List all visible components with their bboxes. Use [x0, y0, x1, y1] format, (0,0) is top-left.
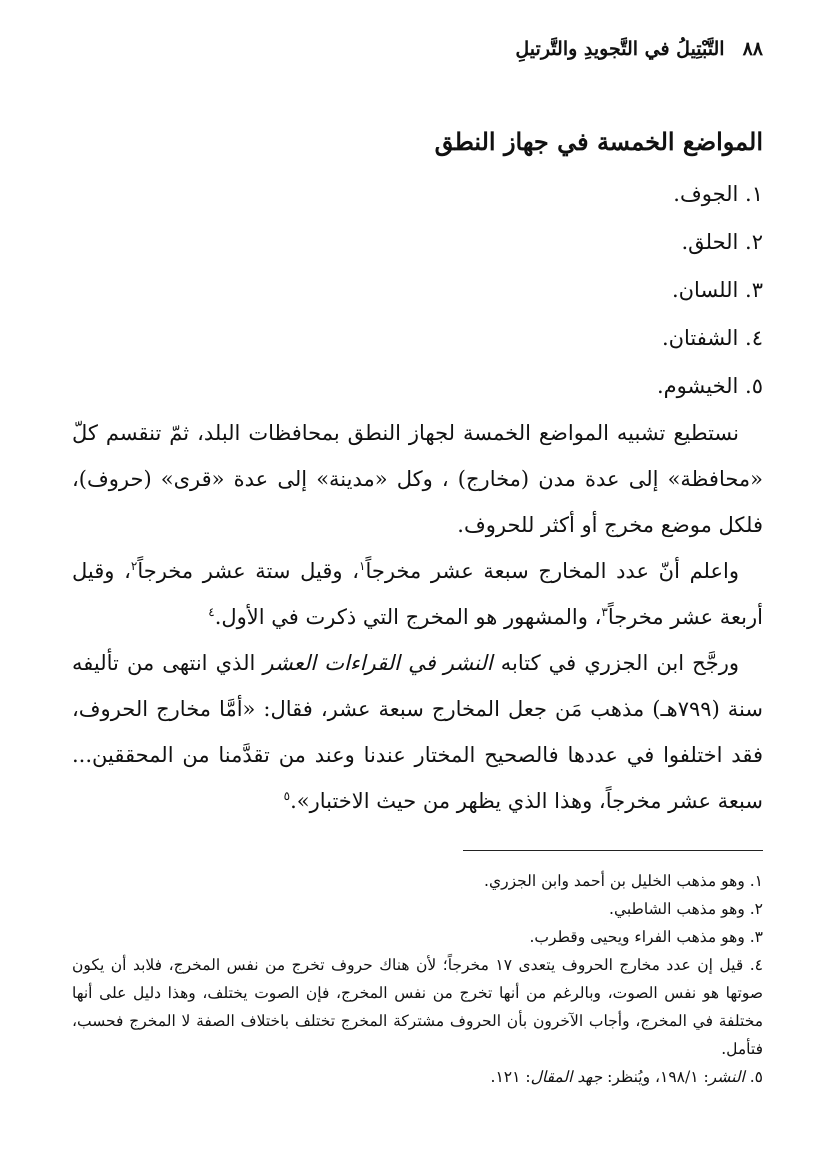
footnote-text: : ١٢١.	[490, 1068, 531, 1086]
footnote-ref: ٥	[283, 789, 291, 803]
paragraph-text: ، والمشهور هو المخرج التي ذكرت في الأول.	[214, 605, 602, 629]
footnote: ٤. قيل إن عدد مخارج الحروف يتعدى ١٧ مخرجاً؛ لأن هناك حروف تخرج من نفس المخرج، فلابد أن يكون صوتها هو نفس الصوت، وبالرغم من أنها تخرج من نفس المخرج، فإن الصوت يختلف، وهذا دليل على أنها مختلفة في المخرج، وأجاب الآخرون بأن الحروف مشتركة المخرج تختلف باختلاف الصفة لا المخرج فحسب، فتأمل.	[72, 956, 763, 1058]
paragraph-text: ورجَّح ابن الجزري في كتابه	[492, 651, 739, 675]
footnote: ٢. وهو مذهب الشاطبي.	[609, 900, 763, 918]
footnote	[72, 1063, 763, 1091]
paragraph-ibn-jazari	[72, 640, 763, 824]
paragraph-text: واعلم أنّ عدد المخارج سبعة عشر مخرجاً	[365, 559, 740, 583]
source-title: النشر	[708, 1068, 745, 1086]
footnote: ١. وهو مذهب الخليل بن أحمد وابن الجزري.	[484, 872, 763, 890]
footnote-list	[72, 867, 763, 1091]
paragraph-text: ، وقيل ستة عشر مخرجاً	[137, 559, 359, 583]
paragraph-text: الذي انتهى من تأليفه سنة (٧٩٩هـ) مذهب مَن جعل المخارج سبعة عشر، فقال: «أمَّا مخارج الحروف، فقد اختلفوا في عددها فالصحيح المختار عندنا وعند من تقدَّمنا من المحققين... سبعة عشر مخرجاً، وهذا الذي يظهر من حيث الاختبار».	[72, 651, 763, 813]
footnote-ref: ٤	[208, 605, 215, 619]
paragraph-count	[72, 548, 763, 640]
footnotes	[72, 850, 763, 1091]
articulation-places-list	[72, 170, 763, 410]
list-item: ٢. الحلق.	[681, 230, 763, 254]
paragraph-analogy: نستطيع تشبيه المواضع الخمسة لجهاز النطق بمحافظات البلد، ثمّ تنقسم كلّ «محافظة» إلى عدة مدن (مخارج) ، وكل «مدينة» إلى عدة «قرى» (حروف)، فلكل موضع مخرج أو أكثر للحروف.	[72, 421, 763, 537]
footnote-divider	[463, 850, 763, 851]
book-reference-title: النشر في القراءات العشر	[263, 651, 493, 675]
footnote-number: ٥.	[744, 1068, 763, 1086]
running-head	[72, 38, 763, 60]
footnote-text: : ١٩٨/١، ويُنظر:	[602, 1068, 709, 1086]
footnote-ref: ٢	[130, 559, 138, 573]
paragraph-text: ، وقيل أربعة عشر مخرجاً	[72, 559, 763, 629]
page-number: ٨٨	[742, 38, 763, 60]
footnote-ref: ١	[359, 559, 366, 573]
book-title: التَّبْتِيلُ في التَّجويدِ والتَّرتيلِ	[515, 38, 725, 60]
list-item: ١. الجوف.	[673, 182, 763, 206]
main-content	[72, 122, 763, 824]
list-item: ٣. اللسان.	[671, 278, 763, 302]
section-heading: المواضع الخمسة في جهاز النطق	[434, 127, 763, 156]
list-item: ٤. الشفتان.	[661, 326, 763, 350]
footnote-ref: ٣	[601, 605, 608, 619]
footnote: ٣. وهو مذهب الفراء ويحيى وقطرب.	[529, 928, 763, 946]
list-item: ٥. الخيشوم.	[656, 374, 763, 398]
source-title: جهد المقال	[530, 1068, 603, 1086]
